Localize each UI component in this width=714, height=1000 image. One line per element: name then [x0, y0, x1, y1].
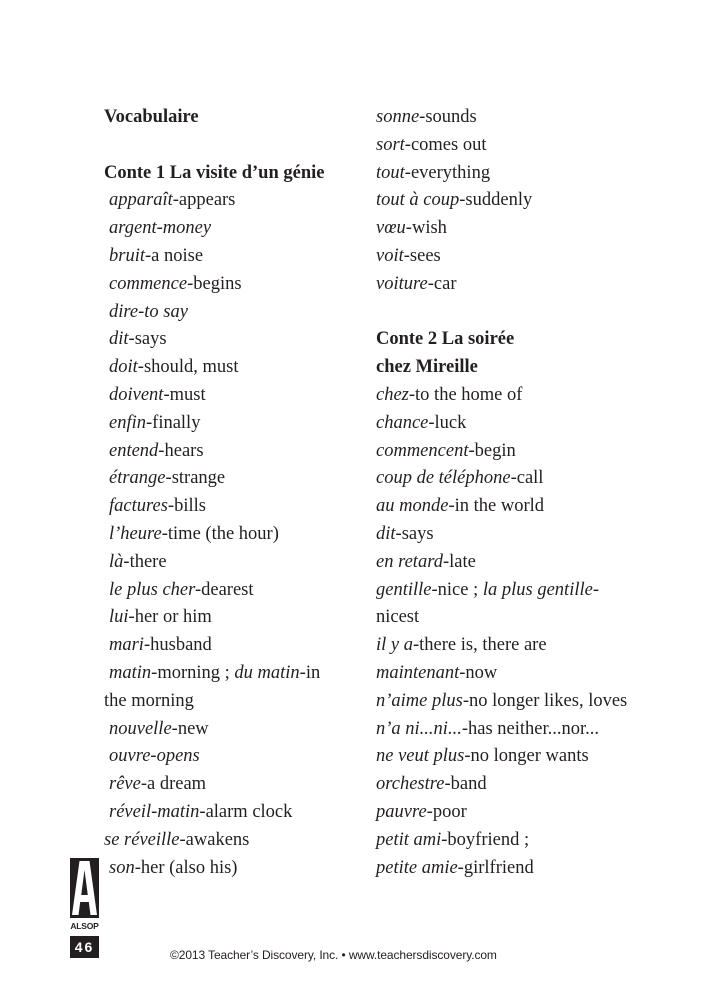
- french-term: mari-: [109, 635, 151, 656]
- section-heading: chez Mireille: [376, 357, 478, 378]
- vocab-entry: [376, 160, 646, 188]
- french-term: lui-: [109, 607, 135, 628]
- vocab-entry: [376, 187, 646, 215]
- vocab-entry: [104, 243, 364, 271]
- french-term: coup de téléphone-: [376, 468, 517, 489]
- vocab-entry: [104, 688, 364, 716]
- english-definition: luck: [434, 412, 467, 433]
- french-term: petit ami-: [376, 829, 448, 850]
- vocab-entry: [104, 493, 364, 521]
- english-definition: alarm clock: [205, 801, 293, 822]
- vocab-entry: [376, 743, 646, 771]
- vocab-entry: [376, 604, 646, 632]
- english-definition: in the world: [454, 496, 545, 517]
- english-definition: begins: [193, 273, 242, 294]
- vocab-entry: [376, 243, 646, 271]
- vocab-entry: [104, 465, 364, 493]
- french-term: voit-: [376, 245, 410, 266]
- vocab-entry: [376, 827, 646, 855]
- english-definition: awakens: [185, 829, 250, 850]
- english-definition: everything: [410, 162, 491, 183]
- french-term: matin-: [109, 662, 158, 683]
- vocab-entry: [104, 660, 364, 688]
- footer-copyright: ©2013 Teacher’s Discovery, Inc. • www.teachersdiscovery.com: [170, 948, 497, 962]
- french-term: apparaît-: [109, 190, 179, 211]
- vocab-entry: [104, 549, 364, 577]
- vocab-entry: [376, 215, 646, 243]
- english-definition: strange: [171, 468, 226, 489]
- english-definition: no longer likes, loves: [469, 690, 628, 711]
- english-definition: late: [449, 551, 476, 572]
- vocab-entry: [104, 326, 364, 354]
- vocab-entry: [376, 716, 646, 744]
- vocab-entry: [104, 855, 364, 883]
- english-definition: there: [129, 551, 167, 572]
- alsop-logo: [70, 858, 99, 958]
- english-definition: appears: [178, 190, 236, 211]
- french-term: se réveille-: [104, 829, 186, 850]
- french-term: tout à coup-: [376, 190, 466, 211]
- english-definition: poor: [432, 801, 467, 822]
- french-term: commence-: [109, 273, 194, 294]
- vocab-entry: [376, 521, 646, 549]
- blank-line: [104, 132, 364, 160]
- page-number: 46: [70, 936, 99, 958]
- french-term: du matin-: [234, 662, 306, 683]
- vocab-column-right: [376, 104, 646, 882]
- blank-line: [376, 299, 646, 327]
- vocab-entry: [104, 521, 364, 549]
- vocab-entry: [104, 215, 364, 243]
- french-term: chance-: [376, 412, 435, 433]
- french-term: voiture-: [376, 273, 434, 294]
- vocab-entry: [104, 382, 364, 410]
- french-term: ouvre-opens: [109, 746, 200, 767]
- french-term: pauvre-: [376, 801, 433, 822]
- french-term: il y a-: [376, 635, 420, 656]
- logo-a-icon: [70, 858, 99, 918]
- section-heading: Conte 2 La soirée: [376, 329, 515, 350]
- french-term: petite amie-: [376, 857, 464, 878]
- vocab-entry: [376, 382, 646, 410]
- french-term: sonne-: [376, 107, 426, 127]
- french-term: commencent-: [376, 440, 475, 461]
- english-definition: morning ;: [157, 662, 235, 683]
- french-term: en retard-: [376, 551, 450, 572]
- vocab-entry: [104, 743, 364, 771]
- vocab-entry: [376, 132, 646, 160]
- french-term: enfin-: [109, 412, 153, 433]
- french-term: n’a ni...ni...-: [376, 718, 468, 739]
- french-term: orchestre-: [376, 774, 451, 795]
- english-definition: car: [433, 273, 457, 294]
- vocab-entry: [376, 549, 646, 577]
- vocab-entry: [104, 438, 364, 466]
- english-definition: says: [134, 329, 167, 350]
- french-term: son-: [109, 857, 141, 878]
- english-definition: call: [516, 468, 544, 489]
- french-term: chez-: [376, 384, 416, 405]
- french-term: l’heure-: [109, 523, 168, 544]
- english-definition: begin: [474, 440, 516, 461]
- vocab-entry: [376, 632, 646, 660]
- vocab-entry: [104, 187, 364, 215]
- french-term: dit-: [109, 329, 135, 350]
- french-term: gentille-: [376, 579, 438, 600]
- vocab-entry: [376, 660, 646, 688]
- english-definition: suddenly: [465, 190, 533, 211]
- vocab-entry: [104, 271, 364, 299]
- french-term: rêve-: [109, 774, 147, 795]
- vocab-entry: [104, 827, 364, 855]
- english-definition: sounds: [425, 107, 477, 127]
- english-definition: says: [401, 523, 434, 544]
- english-definition: new: [177, 718, 209, 739]
- english-definition: a dream: [147, 774, 207, 795]
- english-definition: girlfriend: [463, 857, 534, 878]
- french-term: tout-: [376, 162, 411, 183]
- english-definition: no longer wants: [470, 746, 589, 767]
- french-term: doit-: [109, 357, 144, 378]
- english-definition: has neither...nor...: [467, 718, 600, 739]
- english-definition: time (the hour): [167, 523, 279, 544]
- french-term: bruit-: [109, 245, 152, 266]
- french-term: dit-: [376, 523, 402, 544]
- vocab-entry: [104, 604, 364, 632]
- french-term: le plus cher-: [109, 579, 202, 600]
- english-definition: in: [305, 662, 321, 683]
- english-definition: comes out: [410, 134, 487, 155]
- vocab-entry: [376, 771, 646, 799]
- vocab-entry: [376, 438, 646, 466]
- english-definition: husband: [150, 635, 212, 656]
- section-heading: Vocabulaire: [104, 107, 199, 127]
- english-definition: now: [465, 662, 498, 683]
- logo-name: ALSOP: [70, 921, 99, 931]
- vocab-entry: [104, 299, 364, 327]
- english-definition: to the home of: [415, 384, 523, 405]
- vocab-entry: [376, 855, 646, 883]
- french-term: la plus gentille-: [482, 579, 599, 600]
- english-definition: nice ;: [437, 579, 483, 600]
- vocab-column-left: [104, 104, 364, 882]
- english-definition: her or him: [134, 607, 212, 628]
- vocab-entry: [104, 632, 364, 660]
- english-definition: dearest: [201, 579, 254, 600]
- french-term: vœu-: [376, 218, 412, 239]
- english-definition: a noise: [151, 245, 204, 266]
- english-definition: must: [169, 384, 206, 405]
- english-definition: sees: [409, 245, 441, 266]
- vocab-entry: [376, 799, 646, 827]
- english-definition: the morning: [104, 690, 194, 711]
- french-term: nouvelle-: [109, 718, 178, 739]
- vocab-entry: [376, 577, 646, 605]
- french-term: là-: [109, 551, 130, 572]
- french-term: réveil-matin-: [109, 801, 206, 822]
- french-term: n’aime plus-: [376, 690, 469, 711]
- french-term: sort-: [376, 134, 411, 155]
- vocab-entry: [104, 577, 364, 605]
- english-definition: finally: [152, 412, 201, 433]
- english-definition: wish: [411, 218, 447, 239]
- french-term: au monde-: [376, 496, 455, 517]
- french-term: argent-money: [109, 218, 212, 239]
- english-definition: should, must: [143, 357, 239, 378]
- vocab-entry: [376, 271, 646, 299]
- vocab-entry: [376, 104, 646, 132]
- french-term: dire-to say: [109, 301, 188, 322]
- french-term: doivent-: [109, 384, 170, 405]
- english-definition: band: [450, 774, 487, 795]
- vocab-entry: [104, 771, 364, 799]
- french-term: ne veut plus-: [376, 746, 471, 767]
- vocab-entry: [376, 465, 646, 493]
- vocab-entry: [376, 410, 646, 438]
- vocab-entry: [104, 410, 364, 438]
- french-term: factures-: [109, 496, 175, 517]
- vocab-entry: [104, 716, 364, 744]
- french-term: maintenant-: [376, 662, 466, 683]
- vocab-entry: [104, 799, 364, 827]
- english-definition: boyfriend ;: [447, 829, 530, 850]
- english-definition: bills: [174, 496, 206, 517]
- vocab-entry: [376, 493, 646, 521]
- english-definition: her (also his): [140, 857, 238, 878]
- english-definition: nicest: [376, 607, 420, 628]
- section-heading: Conte 1 La visite d’un génie: [104, 162, 325, 183]
- vocab-entry: [104, 354, 364, 382]
- french-term: entend-: [109, 440, 165, 461]
- english-definition: there is, there are: [419, 635, 547, 656]
- english-definition: hears: [164, 440, 204, 461]
- french-term: étrange-: [109, 468, 172, 489]
- vocab-entry: [376, 688, 646, 716]
